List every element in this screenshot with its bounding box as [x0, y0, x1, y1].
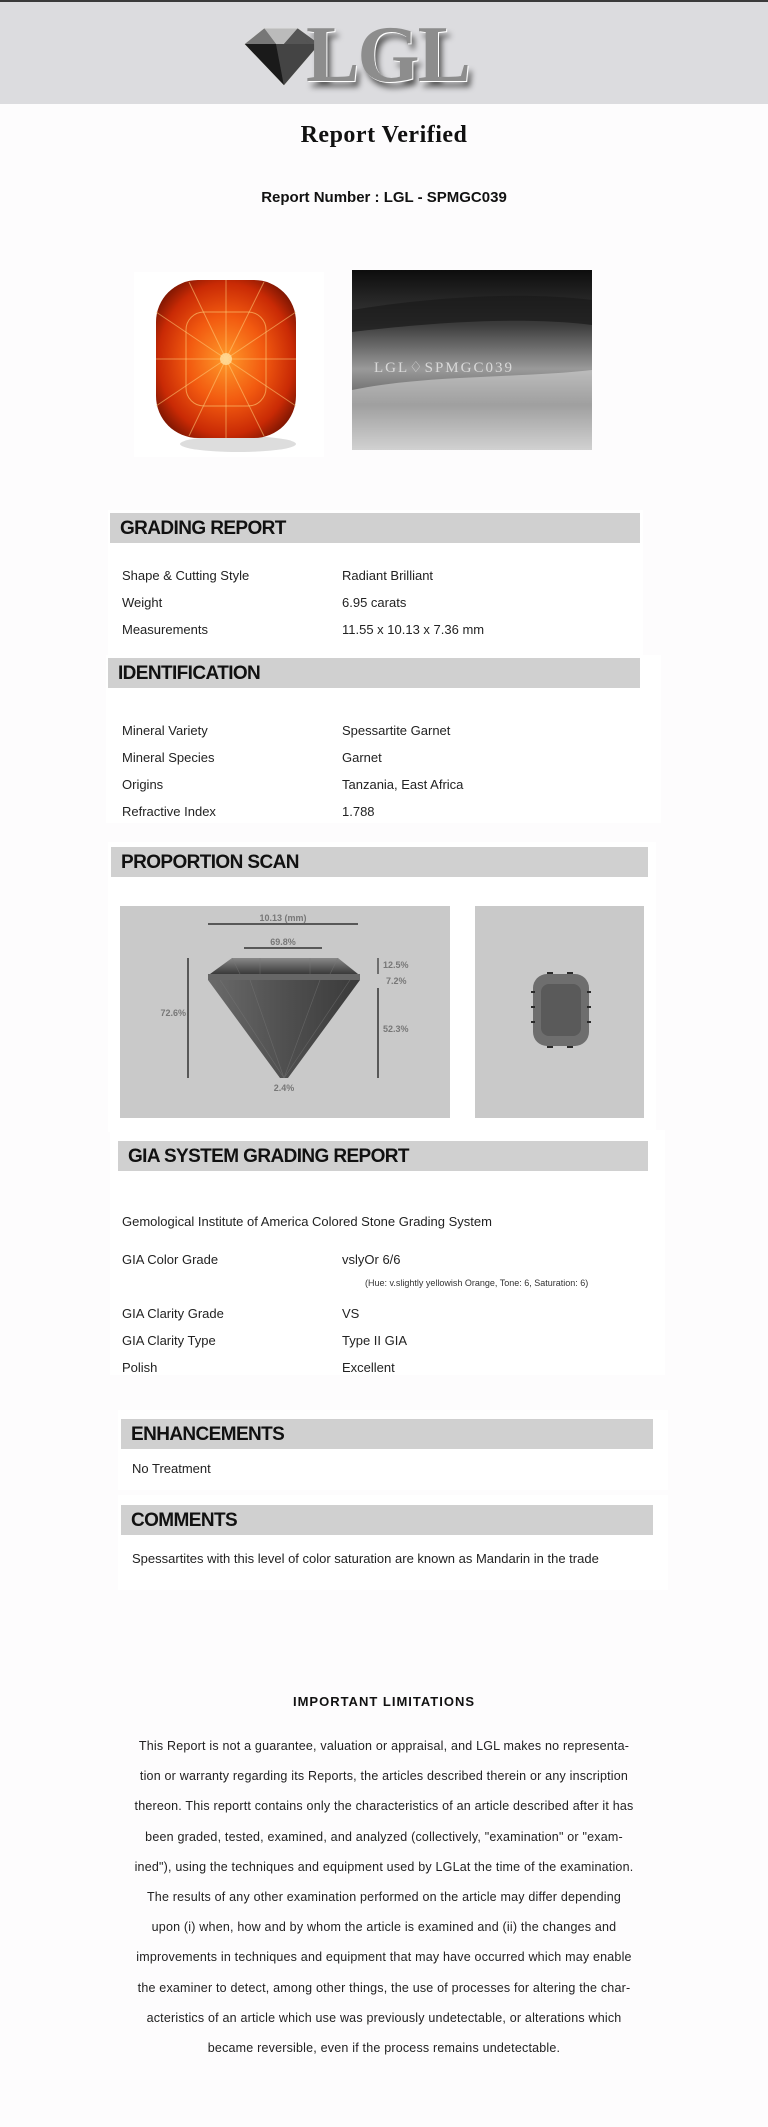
row-label: Mineral Variety [122, 723, 208, 738]
row-label: Mineral Species [122, 750, 215, 765]
inscription-text: LGL♢SPMGC039 [374, 360, 514, 376]
color-grade-note: (Hue: v.slightly yellowish Orange, Tone: 6, Saturation: 6) [365, 1278, 589, 1288]
logo-text: LGL [306, 11, 469, 99]
proportion-top-diagram [475, 906, 644, 1118]
girdle-percent: 7.2% [386, 976, 407, 986]
proportion-scan-heading: PROPORTION SCAN [111, 847, 648, 877]
limitations-line: tion or warranty regarding its Reports, the articles described therein or any inscription [139, 1769, 629, 1784]
limitations-line: upon (i) when, how and by whom the article is examined and (ii) the changes and [151, 1920, 617, 1935]
comments-text: Spessartites with this level of color saturation are known as Mandarin in the trade [132, 1551, 599, 1566]
limitations-line: thereon. This reportt contains only the characteristics of an article described after it has [134, 1799, 634, 1814]
width-label: 10.13 (mm) [259, 913, 307, 923]
limitations-text [118, 1731, 650, 2063]
identification-heading: IDENTIFICATION [108, 658, 640, 688]
limitations-line: been graded, tested, examined, and analyzed (collectively, "examination" or "exam- [145, 1829, 623, 1844]
table-percent: 69.8% [270, 937, 296, 947]
crown-percent: 12.5% [383, 960, 409, 970]
row-value: Excellent [342, 1360, 395, 1375]
row-label: Weight [122, 595, 163, 610]
limitations-line: The results of any other examination performed on the article may differ depending [146, 1890, 622, 1905]
row-value: Type II GIA [342, 1333, 408, 1348]
limitations-line: This Report is not a guarantee, valuation or appraisal, and LGL makes no representa- [138, 1739, 630, 1753]
row-label: Origins [122, 777, 164, 792]
limitations-line: the examiner to detect, among other things, the use of processes for altering the char- [137, 1980, 631, 1995]
header-banner [0, 2, 768, 104]
report-number: Report Number : LGL - SPMGC039 [261, 189, 507, 206]
girdle-inscription-photo [352, 270, 592, 450]
enhancements-text: No Treatment [132, 1461, 211, 1476]
limitations-line: acteristics of an article which use was previously undetectable, or alterations which [146, 2010, 622, 2025]
row-value: 11.55 x 10.13 x 7.36 mm [342, 622, 485, 637]
row-label: Polish [122, 1360, 158, 1375]
comments-heading: COMMENTS [121, 1505, 653, 1535]
row-value: Garnet [342, 750, 382, 765]
culet-percent: 2.4% [273, 1083, 295, 1093]
limitations-line: improvements in techniques and equipment that may have occurred which may enable [136, 1950, 632, 1965]
row-value: Radiant Brilliant [342, 568, 434, 583]
page-title: Report Verified [300, 122, 468, 148]
pavilion-percent: 52.3% [383, 1024, 409, 1034]
row-label: Shape & Cutting Style [122, 568, 250, 583]
enhancements-heading: ENHANCEMENTS [121, 1419, 653, 1449]
row-value: 1.788 [342, 804, 375, 819]
row-value: vslyOr 6/6 [342, 1252, 401, 1267]
row-label: GIA Color Grade [122, 1252, 219, 1267]
limitations-line: became reversible, even if the process remains undetectable. [207, 2041, 561, 2056]
row-label: GIA Clarity Type [122, 1333, 216, 1348]
row-value: VS [342, 1306, 360, 1321]
row-label: Measurements [122, 622, 208, 637]
proportion-side-diagram [120, 906, 450, 1118]
gia-heading: GIA SYSTEM GRADING REPORT [118, 1141, 648, 1171]
lgl-logo [236, 11, 486, 99]
row-value: Tanzania, East Africa [342, 777, 464, 792]
row-label: Refractive Index [122, 804, 216, 819]
limitations-heading: IMPORTANT LIMITATIONS [292, 1694, 476, 1709]
gia-system-name: Gemological Institute of America Colored Stone Grading System [122, 1214, 492, 1229]
grading-report-heading: GRADING REPORT [110, 513, 640, 543]
gemstone-photo [134, 272, 324, 457]
row-label: GIA Clarity Grade [122, 1306, 224, 1321]
limitations-line: ined"), using the techniques and equipment used by LGLat the time of the examination. [134, 1859, 634, 1874]
depth-percent: 72.6% [160, 1008, 186, 1018]
row-value: 6.95 carats [342, 595, 407, 610]
row-value: Spessartite Garnet [342, 723, 451, 738]
